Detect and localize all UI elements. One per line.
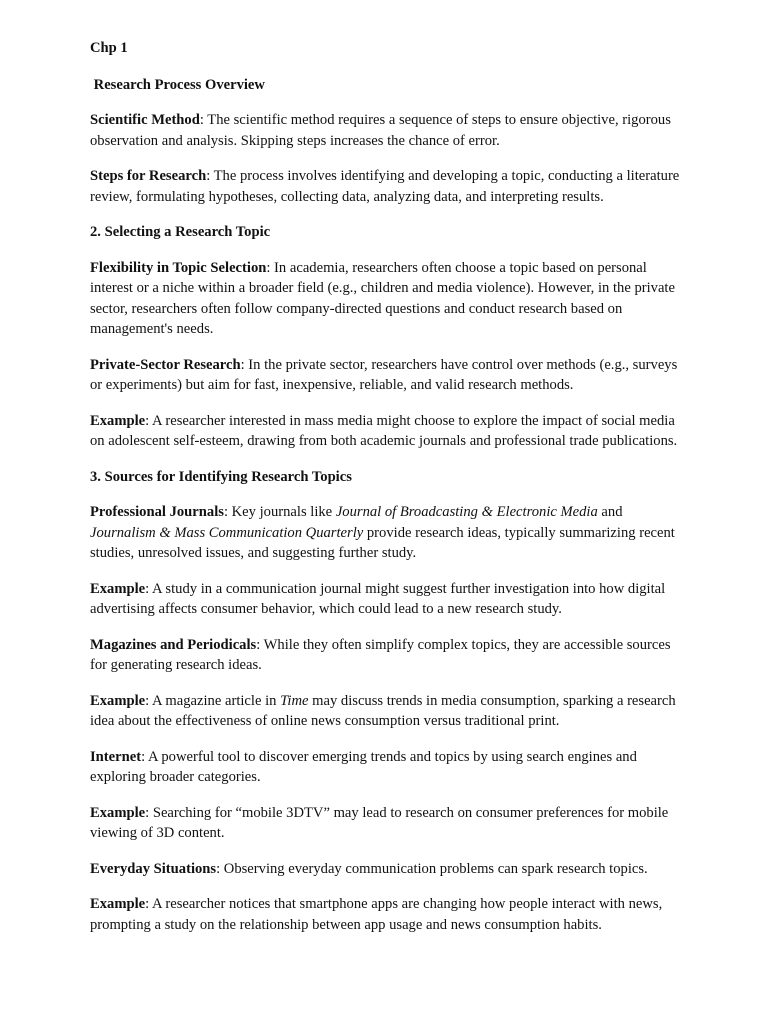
term-label: Flexibility in Topic Selection [90,259,267,276]
paragraph-text: : The process involves identifying and developing a topic, conducting a literature review, formulating hypotheses, collecting data, analyzing data, and interpreting results. [90,168,680,205]
paragraph-text: : Observing everyday communication problems can spark research topics. [216,860,648,877]
paragraph-example-smartphone [90,894,682,935]
paragraph-text: : Key journals like [223,504,336,520]
journal-title: Journal of Broadcasting & Electronic Media [335,504,598,520]
term-label: Example [90,580,146,597]
term-label: Private-Sector Research [90,356,241,373]
magazine-title: Time [280,692,309,709]
term-label: Professional Journals [90,504,224,520]
paragraph-text: : While they often simplify complex topics, they are accessible sources for generating research ideas. [90,636,671,673]
section-heading-2: 2. Selecting a Research Topic [90,224,271,240]
paragraph-text: may discuss trends in media consumption, sparking a research idea about the effectiveness of online news consumption versus traditional print. [90,692,676,729]
paragraph-steps-for-research [90,166,682,207]
document-page [90,38,682,950]
paragraph-private-sector [90,355,682,396]
term-label: Everyday Situations [90,860,217,877]
paragraph-text: : In the private sector, researchers have control over methods (e.g., surveys or experiments) but aim for fast, inexpensive, reliable, and valid research methods. [90,356,678,393]
paragraph-text: : A researcher notices that smartphone apps are changing how people interact with news, prompting a study on the relationship between app usage and news consumption habits. [90,896,663,933]
paragraph-example-journal [90,579,682,620]
paragraph-text: : A magazine article in [145,692,281,709]
paragraph-flexibility [90,258,682,340]
paragraph-text: : A researcher interested in mass media might choose to explore the impact of social media on adolescent self-esteem, drawing from both academic journals and professional trade publications. [90,412,678,449]
paragraph-text: provide research ideas, typically summarizing recent studies, unresolved issues, and suggesting further study. [90,524,675,561]
term-label: Example [90,804,146,821]
section-heading-3: 3. Sources for Identifying Research Topics [90,468,352,485]
overview-heading: Research Process Overview [90,76,265,93]
paragraph-magazines [90,635,682,676]
paragraph-example-search [90,803,682,844]
paragraph-professional-journals [90,502,682,564]
paragraph-example-mass-media [90,411,682,452]
paragraph-internet [90,747,682,788]
term-label: Scientific Method [90,112,200,128]
paragraph-everyday-situations [90,859,682,880]
paragraph-text: : A study in a communication journal might suggest further investigation into how digital advertising affects consumer behavior, which could lead to a new research study. [90,580,666,617]
chapter-heading: Chp 1 [90,40,128,56]
paragraph-text: : Searching for “mobile 3DTV” may lead to research on consumer preferences for mobile viewing of 3D content. [90,804,669,841]
term-label: Steps for Research [90,168,207,184]
term-label: Example [90,412,146,429]
term-label: Magazines and Periodicals [90,636,257,653]
term-label: Example [90,692,146,709]
journal-title: Journalism & Mass Communication Quarterly [90,524,364,541]
paragraph-example-magazine [90,691,682,732]
paragraph-text: : A powerful tool to discover emerging trends and topics by using search engines and exploring broader categories. [90,748,637,785]
paragraph-text: and [597,504,623,520]
paragraph-text: : The scientific method requires a sequence of steps to ensure objective, rigorous observation and analysis. Skipping steps increases the chance of error. [90,112,671,149]
paragraph-text: : In academia, researchers often choose a topic based on personal interest or a niche within a broader field (e.g., children and media violence). However, in the private sector, researchers often follow company-directed questions and conduct research based on management's needs. [90,259,675,337]
term-label: Internet [90,748,142,765]
term-label: Example [90,896,146,912]
paragraph-scientific-method [90,110,682,151]
